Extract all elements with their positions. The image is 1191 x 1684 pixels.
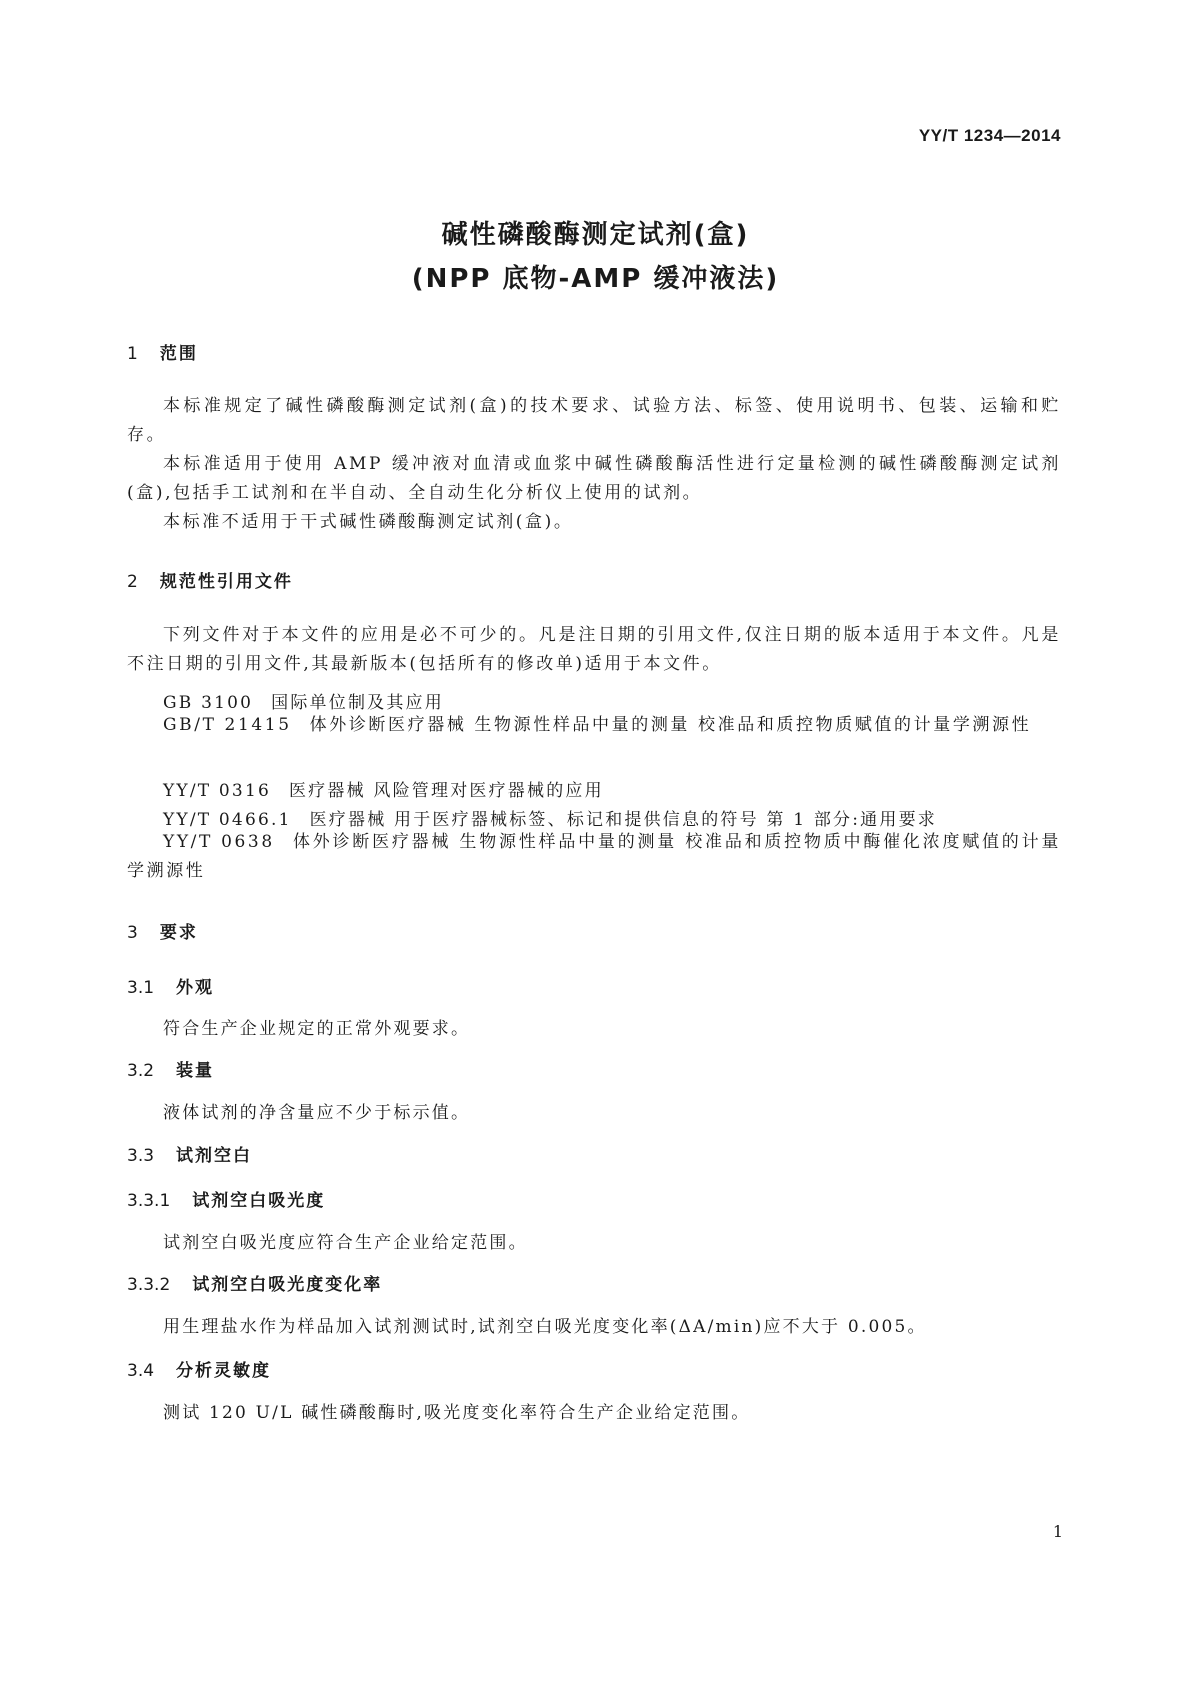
section-number: 3.3 <box>127 1146 155 1166</box>
reference-title: 医疗器械 风险管理对医疗器械的应用 <box>288 781 604 801</box>
section-number: 3.3.2 <box>127 1275 171 1295</box>
section-title: 要求 <box>159 923 198 943</box>
section-title: 范围 <box>159 344 198 364</box>
section-title: 试剂空白 <box>176 1146 253 1166</box>
section-number: 3.2 <box>127 1061 155 1081</box>
section-number: 3.3.1 <box>127 1191 171 1211</box>
section-title: 分析灵敏度 <box>176 1361 272 1381</box>
reference-code: YY/T 0638 <box>163 832 275 852</box>
scope-paragraph-3: 本标准不适用于干式碱性磷酸酶测定试剂(盒)。 <box>163 512 574 532</box>
reference-item <box>127 828 1061 886</box>
document-title: 碱性磷酸酶测定试剂(盒) <box>441 220 750 250</box>
section-2-heading <box>127 567 293 592</box>
section-number: 1 <box>127 344 138 364</box>
section-3-3-2-heading <box>127 1270 382 1295</box>
scope-paragraph-1: 本标准规定了碱性磷酸酶测定试剂(盒)的技术要求、试验方法、标签、使用说明书、包装、运输和贮存。 <box>127 396 1061 445</box>
reference-item <box>163 688 444 713</box>
section-title: 装量 <box>176 1061 215 1081</box>
reference-code: GB 3100 <box>163 693 254 713</box>
section-number: 3 <box>127 923 138 943</box>
section-number: 3.1 <box>127 978 155 998</box>
reference-item <box>127 711 1061 740</box>
scope-paragraph-2: 本标准适用于使用 AMP 缓冲液对血清或血浆中碱性磷酸酶活性进行定量检测的碱性磷酸酶测定试剂(盒),包括手工试剂和在半自动、全自动生化分析仪上使用的试剂。 <box>127 454 1061 503</box>
references-intro: 下列文件对于本文件的应用是必不可少的。凡是注日期的引用文件,仅注日期的版本适用于本文件。凡是不注日期的引用文件,其最新版本(包括所有的修改单)适用于本文件。 <box>127 625 1061 674</box>
document-subtitle: (NPP 底物-AMP 缓冲液法) <box>411 264 780 294</box>
section-title: 试剂空白吸光度 <box>192 1191 326 1211</box>
section-number: 2 <box>127 572 138 592</box>
standard-code: YY/T 1234—2014 <box>918 126 1061 145</box>
reference-item <box>163 776 604 801</box>
reference-title: 医疗器械 用于医疗器械标签、标记和提供信息的符号 第 1 部分:通用要求 <box>309 810 937 830</box>
section-title: 外观 <box>176 978 215 998</box>
section-3-heading <box>127 918 198 943</box>
section-title: 规范性引用文件 <box>159 572 293 592</box>
reference-item <box>163 805 937 830</box>
reference-title: 体外诊断医疗器械 生物源性样品中量的测量 校准品和质控物质赋值的计量学溯源性 <box>309 715 1032 735</box>
sensitivity-requirement: 测试 120 U/L 碱性磷酸酶时,吸光度变化率符合生产企业给定范围。 <box>163 1403 751 1423</box>
reference-title: 国际单位制及其应用 <box>271 693 444 713</box>
section-3-3-heading <box>127 1141 252 1166</box>
blank-absorbance-rate-requirement: 用生理盐水作为样品加入试剂测试时,试剂空白吸光度变化率(ΔA/min)应不大于 0.005。 <box>163 1317 927 1337</box>
section-3-3-1-heading <box>127 1186 325 1211</box>
section-title: 试剂空白吸光度变化率 <box>192 1275 383 1295</box>
reference-code: GB/T 21415 <box>163 715 292 735</box>
section-3-1-heading <box>127 973 214 998</box>
reference-code: YY/T 0466.1 <box>163 810 292 830</box>
reference-code: YY/T 0316 <box>163 781 271 801</box>
section-3-2-heading <box>127 1056 214 1081</box>
reference-title: 体外诊断医疗器械 生物源性样品中量的测量 校准品和质控物质中酶催化浓度赋值的计量学溯源性 <box>127 832 1061 881</box>
fill-volume-requirement: 液体试剂的净含量应不少于标示值。 <box>163 1103 471 1123</box>
page-number: 1 <box>1052 1522 1063 1541</box>
section-1-heading <box>127 339 198 364</box>
section-number: 3.4 <box>127 1361 155 1381</box>
section-3-4-heading <box>127 1356 271 1381</box>
blank-absorbance-requirement: 试剂空白吸光度应符合生产企业给定范围。 <box>163 1233 528 1253</box>
appearance-requirement: 符合生产企业规定的正常外观要求。 <box>163 1019 471 1039</box>
